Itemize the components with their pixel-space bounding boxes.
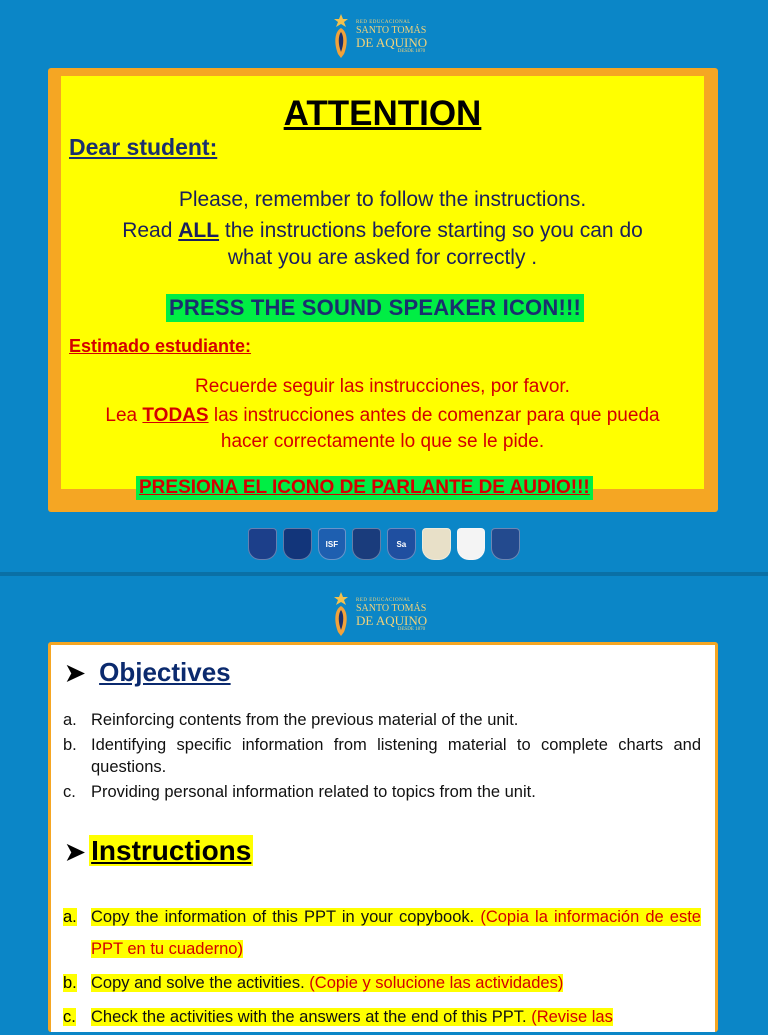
school-crest-icon bbox=[330, 592, 352, 638]
objectives-frame bbox=[48, 642, 718, 1032]
logo-line4: DESDE 1870 bbox=[397, 49, 426, 54]
school-shield-icon bbox=[422, 528, 451, 560]
logo-line2: SANTO TOMÁS bbox=[356, 603, 427, 614]
attention-panel bbox=[61, 76, 704, 498]
objectives-list bbox=[63, 709, 701, 806]
dear-student-heading: Dear student: bbox=[69, 134, 218, 160]
school-shield-icon bbox=[457, 528, 486, 560]
school-shield-icon bbox=[283, 528, 312, 560]
spanish-instructions bbox=[71, 372, 694, 456]
en-line-1: Please, remember to follow the instructions. bbox=[178, 188, 587, 211]
arrow-bullet-icon: ➤ bbox=[65, 660, 86, 687]
list-item: c. Providing personal information related to topics from the unit. bbox=[63, 783, 536, 801]
estimado-estudiante-heading: Estimado estudiante: bbox=[69, 336, 252, 356]
slide-objectives bbox=[0, 576, 768, 1024]
school-shield-icon: ISF bbox=[318, 528, 347, 560]
list-item: b. Identifying specific information from listening material to complete charts and questions. bbox=[63, 736, 701, 776]
en-line-3: what you are asked for correctly . bbox=[227, 246, 538, 269]
school-shield-icon bbox=[248, 528, 277, 560]
school-logo bbox=[326, 12, 442, 62]
es-line-1: Recuerde seguir las instrucciones, por favor. bbox=[195, 376, 570, 397]
list-item: b. Copy and solve the activities. (Copie y solucione las actividades) bbox=[63, 974, 564, 992]
logo-line3: DE AQUINO bbox=[356, 35, 428, 50]
logo-line2: SANTO TOMÁS bbox=[356, 25, 427, 36]
list-item: a. Copy the information of this PPT in your copybook. (Copia la información de este PPT en tu cuaderno) bbox=[63, 908, 701, 958]
en-all-emphasis: ALL bbox=[178, 219, 220, 242]
list-item: a. Reinforcing contents from the previous material of the unit. bbox=[63, 711, 519, 729]
logo-line1: RED EDUCACIONAL bbox=[356, 20, 411, 25]
school-shield-icon: Sa bbox=[387, 528, 416, 560]
objectives-heading: ➤ Objectives bbox=[65, 657, 231, 687]
list-item: c. Check the activities with the answers at the end of this PPT. (Revise las bbox=[63, 1008, 613, 1026]
school-shield-icon bbox=[491, 528, 520, 560]
es-line-2-pre: Lea bbox=[105, 405, 143, 426]
es-todas-emphasis: TODAS bbox=[142, 405, 209, 426]
logo-line4: DESDE 1870 bbox=[397, 627, 426, 632]
logo-line3: DE AQUINO bbox=[356, 613, 428, 628]
press-speaker-notice: PRESS THE SOUND SPEAKER ICON!!! bbox=[166, 294, 584, 322]
attention-frame bbox=[48, 68, 718, 512]
school-crest-icon bbox=[330, 14, 352, 60]
school-shield-icon bbox=[352, 528, 381, 560]
school-shields-row bbox=[248, 528, 520, 560]
es-line-3: hacer correctamente lo que se le pide. bbox=[220, 431, 545, 452]
instructions-heading: ➤ Instructions bbox=[65, 835, 252, 866]
en-line-2-pre: Read bbox=[122, 219, 179, 242]
arrow-bullet-icon: ➤ bbox=[65, 839, 86, 866]
logo-line1: RED EDUCACIONAL bbox=[356, 598, 411, 603]
es-line-2-post: las instrucciones antes de comenzar para que pueda bbox=[208, 405, 660, 426]
attention-title: ATTENTION bbox=[283, 94, 482, 133]
presiona-parlante-notice: PRESIONA EL ICONO DE PARLANTE DE AUDIO!!! bbox=[136, 476, 593, 500]
instructions-list bbox=[63, 901, 701, 1035]
objectives-panel bbox=[51, 645, 715, 1032]
english-instructions bbox=[81, 184, 684, 273]
en-line-2-post: the instructions before starting so you can do bbox=[219, 219, 643, 242]
school-logo bbox=[326, 590, 442, 640]
